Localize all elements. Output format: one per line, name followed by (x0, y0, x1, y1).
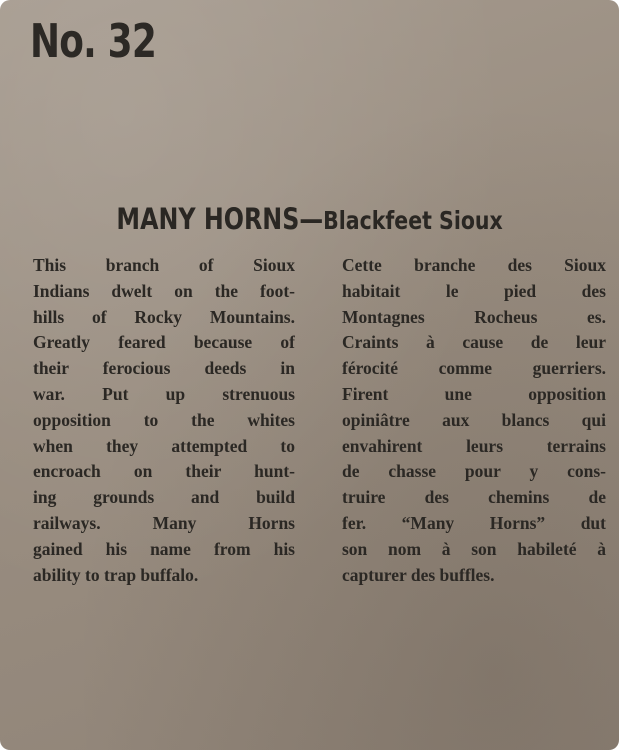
card-number: No. 32 (30, 14, 157, 68)
french-line: Montagnes Rocheus es. (342, 306, 606, 327)
title-dash: — (299, 202, 324, 236)
english-line: railways. Many Horns (33, 512, 295, 533)
french-text-column (342, 253, 606, 588)
french-line: de chasse pour y cons- (342, 461, 606, 482)
english-line: opposition to the whites (33, 409, 295, 430)
english-line: when they attempted to (33, 435, 295, 456)
english-line: encroach on their hunt- (33, 461, 295, 482)
english-line: war. Put up strenuous (33, 383, 295, 404)
english-line: hills of Rocky Mountains. (33, 306, 295, 327)
title-tribe: Blackfeet Sioux (323, 206, 503, 235)
english-line: Indians dwelt on the foot- (33, 280, 295, 301)
english-line: ability to trap buffalo. (33, 564, 199, 585)
french-line: Craints à cause de leur (342, 332, 606, 353)
french-line: férocité comme guerriers. (342, 358, 606, 379)
title-name: MANY HORNS (116, 202, 300, 236)
french-line: Cette branche des Sioux (342, 255, 606, 275)
french-line: Firent une opposition (342, 383, 606, 404)
card-title-text (116, 202, 502, 236)
english-line: ing grounds and build (33, 487, 295, 508)
english-line: Greatly feared because of (33, 332, 295, 353)
french-line: capturer des buffles. (342, 564, 495, 585)
french-line: opiniâtre aux blancs qui (342, 409, 606, 430)
french-line: habitait le pied des (342, 280, 606, 301)
english-text-column (33, 253, 295, 588)
english-line: gained his name from his (33, 538, 295, 559)
card-title (0, 202, 619, 236)
french-line: envahirent leurs terrains (342, 435, 606, 456)
french-line: son nom à son habileté à (342, 538, 606, 559)
french-line: fer. “Many Horns” dut (342, 512, 606, 533)
english-line: This branch of Sioux (33, 255, 295, 275)
french-line: truire des chemins de (342, 487, 606, 508)
english-line: their ferocious deeds in (33, 358, 295, 379)
